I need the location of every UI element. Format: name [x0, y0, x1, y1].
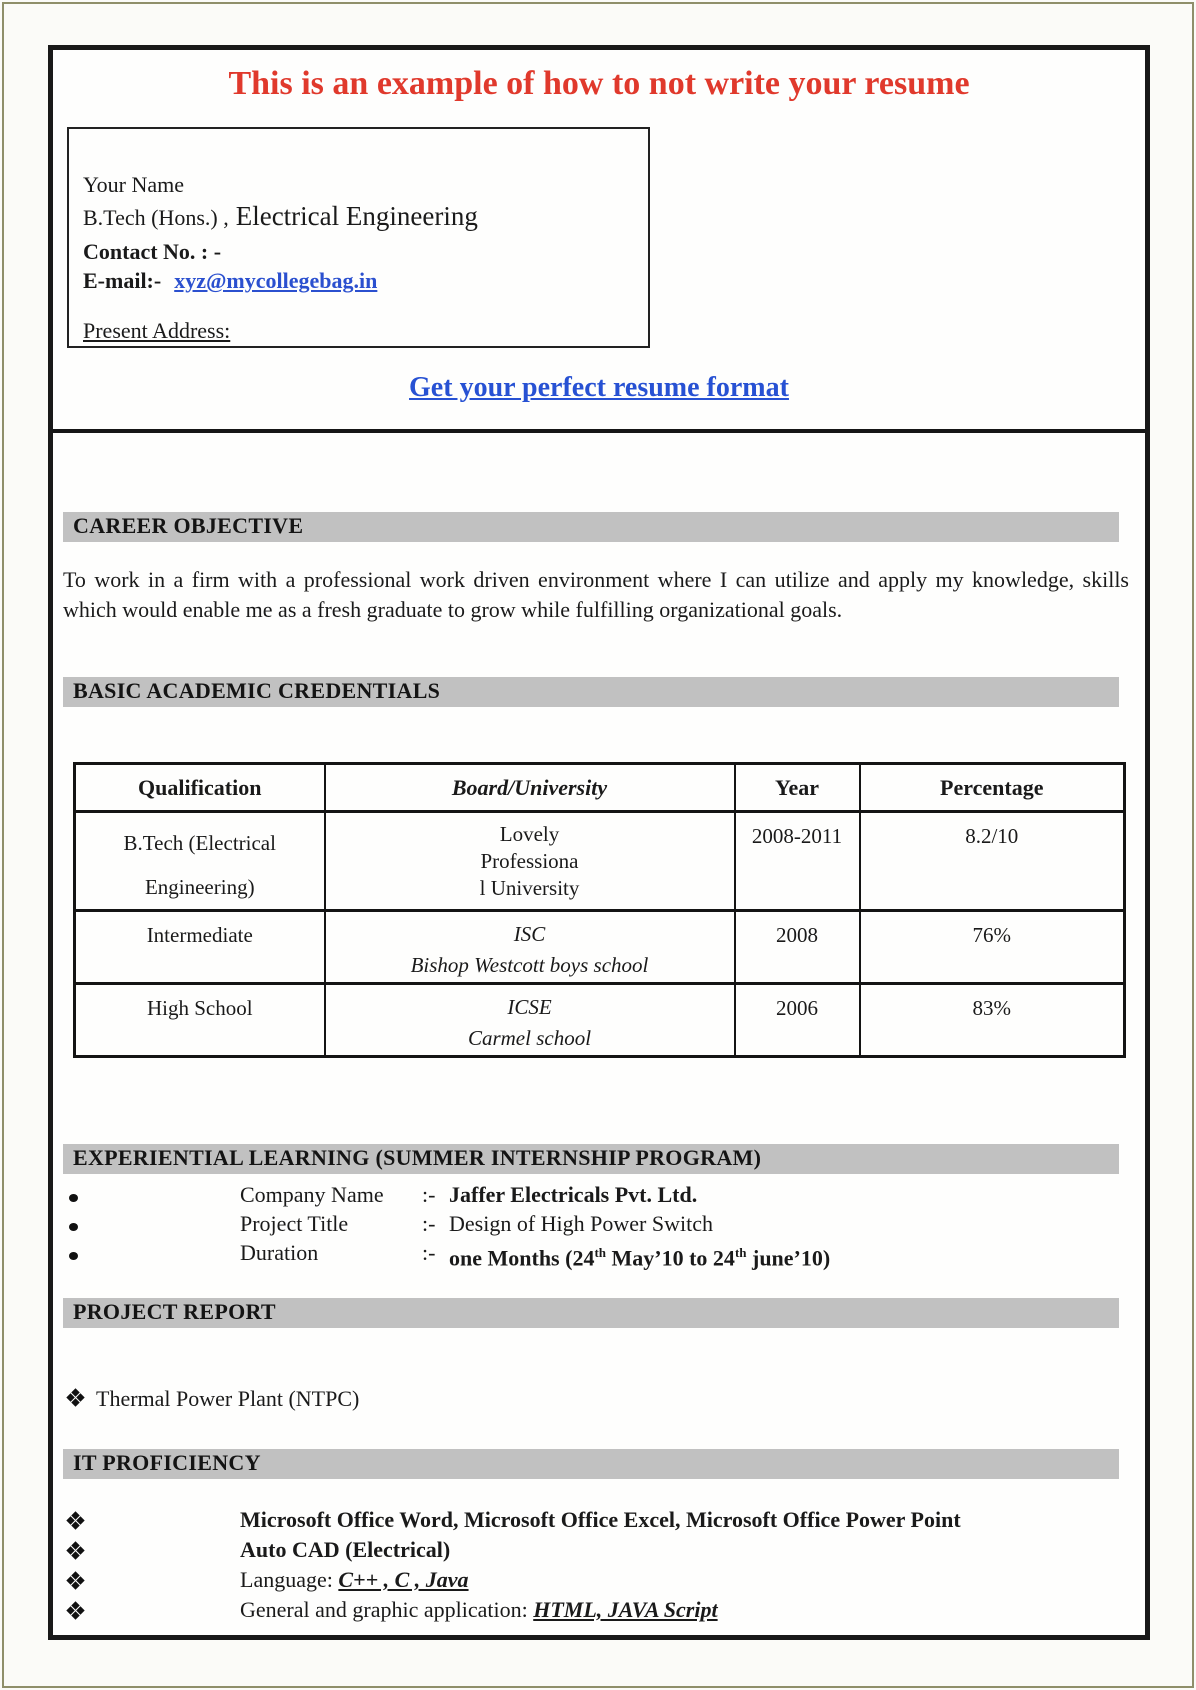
board-line: Professiona [480, 849, 579, 873]
diamond-bullet-icon [66, 1389, 84, 1407]
resume-format-link[interactable]: Get your perfect resume format [409, 372, 789, 403]
cell-qualification: B.Tech (Electrical Engineering) [75, 812, 325, 911]
col-header-qualification: Qualification [75, 764, 325, 812]
page-title: This is an example of how to not write your resume [228, 65, 970, 102]
list-item [53, 1209, 1145, 1238]
item-text: Thermal Power Plant (NTPC) [96, 1386, 360, 1412]
item-separator: :- [422, 1211, 436, 1236]
section-divider [53, 429, 1145, 433]
cell-percentage: 8.2/10 [860, 812, 1125, 911]
item-text: Auto CAD (Electrical) [240, 1537, 451, 1563]
it-proficiency-list [53, 1505, 1145, 1625]
cta-wrap [53, 372, 1145, 404]
bullet-icon [69, 1252, 78, 1260]
item-separator: :- [422, 1240, 436, 1265]
project-report-heading: PROJECT REPORT [63, 1298, 1119, 1328]
board-line: Lovely [499, 822, 560, 846]
list-item [53, 1535, 1145, 1565]
cell-qualification: High School [75, 984, 325, 1057]
col-header-board-university: Board/University [325, 764, 735, 812]
table-row [75, 984, 1125, 1057]
cell-year: 2008 [735, 911, 860, 984]
academic-credentials-table [73, 762, 1126, 1058]
degree-name: Electrical Engineering [235, 201, 478, 231]
cell-year: 2008-2011 [735, 812, 860, 911]
list-item [53, 1238, 1145, 1272]
table-row [75, 911, 1125, 984]
table-row [75, 812, 1125, 911]
contact-info-box [67, 127, 650, 348]
email-line [83, 266, 648, 295]
list-item [53, 1565, 1145, 1595]
resume-document [48, 45, 1150, 1640]
career-objective-heading: CAREER OBJECTIVE [63, 512, 1119, 542]
diamond-bullet-icon [66, 1542, 84, 1560]
board-line: l University [479, 876, 580, 900]
bullet-icon [69, 1223, 78, 1231]
email-link[interactable]: xyz@mycollegebag.in [174, 268, 378, 293]
board-line: Bishop Westcott boys school [410, 953, 649, 977]
career-objective-text: To work in a firm with a professional work driven environment where I can utilize and apply my knowledge, skills which would enable me as a fresh graduate to grow while fulfilling organizational goals. [63, 567, 1129, 622]
item-label: Duration [240, 1240, 319, 1265]
board-line: ISC [513, 922, 546, 946]
bullet-icon [69, 1194, 78, 1202]
list-item [53, 1595, 1145, 1625]
email-label: E-mail:- [83, 268, 162, 293]
project-report-item [53, 1384, 1145, 1413]
diamond-bullet-icon [66, 1512, 84, 1530]
table-header-row [75, 764, 1125, 812]
cell-board-university [325, 911, 735, 984]
item-value: one Months (24th May’10 to 24th june’10) [449, 1245, 831, 1271]
item-label: Project Title [240, 1211, 349, 1236]
cell-year: 2006 [735, 984, 860, 1057]
cell-board-university [325, 984, 735, 1057]
item-separator: :- [422, 1182, 436, 1207]
contact-number-label: Contact No. : - [83, 239, 222, 264]
diamond-bullet-icon [66, 1602, 84, 1620]
list-item [53, 1505, 1145, 1535]
applications-list: HTML, JAVA Script [533, 1597, 718, 1623]
col-header-year: Year [735, 764, 860, 812]
it-proficiency-heading: IT PROFICIENCY [63, 1449, 1119, 1479]
name-placeholder: Your Name [83, 172, 185, 197]
cell-board-university [325, 812, 735, 911]
experiential-learning-heading: EXPERIENTIAL LEARNING (SUMMER INTERNSHIP PROGRAM) [63, 1144, 1119, 1174]
degree-line [83, 200, 648, 237]
cell-percentage: 76% [860, 911, 1125, 984]
cell-percentage: 83% [860, 984, 1125, 1057]
item-label: Company Name [240, 1182, 384, 1207]
cell-qualification: Intermediate [75, 911, 325, 984]
diamond-bullet-icon [66, 1572, 84, 1590]
item-text: Language: C++ , C , Java [240, 1567, 469, 1593]
list-item [53, 1180, 1145, 1209]
experiential-list [53, 1180, 1145, 1272]
languages-list: C++ , C , Java [338, 1567, 469, 1593]
item-value: Design of High Power Switch [449, 1211, 713, 1236]
item-text: General and graphic application: HTML, JAVA Script [240, 1597, 718, 1623]
board-line: ICSE [507, 995, 552, 1019]
board-line: Carmel school [467, 1026, 592, 1050]
item-text: Microsoft Office Word, Microsoft Office Excel, Microsoft Office Power Point [240, 1507, 961, 1533]
degree-prefix: B.Tech (Hons.) , [83, 205, 229, 230]
present-address-label: Present Address: [83, 318, 231, 343]
col-header-percentage: Percentage [860, 764, 1125, 812]
academic-credentials-heading: BASIC ACADEMIC CREDENTIALS [63, 677, 1119, 707]
item-value: Jaffer Electricals Pvt. Ltd. [449, 1182, 698, 1207]
